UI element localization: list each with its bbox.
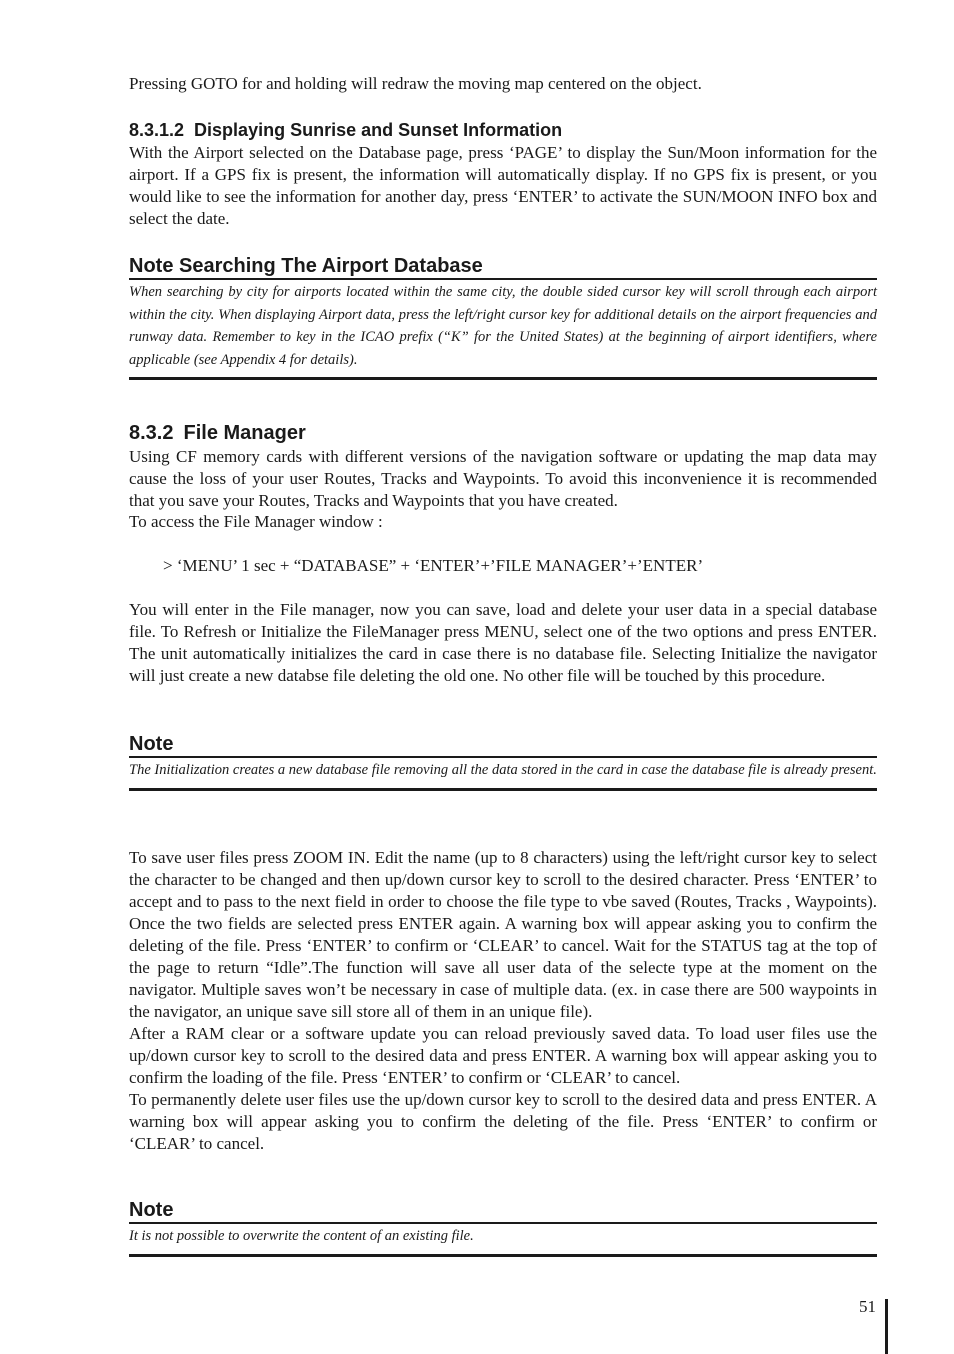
note-overwrite-text: It is not possible to overwrite the content of an existing file.: [129, 1224, 877, 1257]
file-manager-intro-paragraph: Using CF memory cards with different versions of the navigation software or updating the map data may cause the loss of your user Routes, Tracks and Waypoints. To avoid this inconvenience it is recommended that you save your Routes, Tracks and Waypoints that you have created.: [129, 447, 877, 510]
sunrise-heading-number: 8.3.1.2: [129, 120, 185, 140]
note-initialization: [129, 732, 877, 791]
save-paragraph: To save user files press ZOOM IN. Edit the name (up to 8 characters) using the left/right cursor key to select the character to be changed and then up/down cursor key to scroll to the desired character. Press ‘ENTER’ to accept and to pass to the next field in order to choose the file type to vbe saved (Routes, Tracks , Waypoints). Once the two fields are selected press ENTER again. A warning box will appear asking you to confirm the deleting of the file. Press ‘ENTER’ to confirm or ‘CLEAR’ to cancel. Wait for the STATUS tag at the top of the page to return “Idle”.The function will save all user data of the selecte type at the moment on the navigator. Multiple saves won’t be necessary in case of multiple data. (ex. in case there are 500 waypoints in the navigator, an unique save sill store all of them in an unique file).: [129, 848, 877, 1021]
note-overwrite-title: Note: [129, 1198, 877, 1224]
page-number: 51: [859, 1297, 876, 1316]
delete-paragraph: To permanently delete user files use the up/down cursor key to scroll to the desired data and press ENTER. A warning box will appear asking you to confirm the deleting of the file. Press ‘ENTER’ to confirm or ‘CLEAR’ to cancel.: [129, 1090, 877, 1153]
file-manager-access-line: To access the File Manager window :: [129, 512, 383, 531]
sunrise-heading-title: Displaying Sunrise and Sunset Information: [194, 120, 563, 140]
page-edge-bar: [885, 1299, 888, 1354]
file-manager-command: > ‘MENU’ 1 sec + “DATABASE” + ‘ENTER’+’FILE MANAGER’+’ENTER’: [163, 556, 704, 575]
sunrise-heading: [129, 119, 562, 141]
intro-paragraph: Pressing GOTO for and holding will redraw the moving map centered on the object.: [129, 74, 702, 93]
file-manager-heading-number: 8.3.2: [129, 422, 174, 444]
note-init-title: Note: [129, 732, 877, 758]
load-paragraph: After a RAM clear or a software update you can reload previously saved data. To load user files use the up/down cursor key to scroll to the desired data and press ENTER. A warning box will appear asking you to confirm the loading of the file. Press ‘ENTER’ to confirm or ‘CLEAR’ to cancel.: [129, 1024, 877, 1087]
file-manager-body-paragraph: You will enter in the File manager, now you can save, load and delete your user data in a special database file. To Refresh or Initialize the FileManager press MENU, select one of the two options and press ENTER. The unit automatically initializes the card in case there is no database file. Selecting Initialize the navigator will just create a new databse file deleting the old one. No other file will be touched by this procedure.: [129, 600, 877, 685]
note-airport-database: [129, 254, 877, 380]
file-manager-heading: [129, 420, 306, 446]
note-init-text: The Initialization creates a new database file removing all the data stored in the card in case the database file is already present.: [129, 758, 877, 791]
note-overwrite: [129, 1198, 877, 1257]
note-airport-title: Note Searching The Airport Database: [129, 254, 877, 280]
file-manager-heading-title: File Manager: [183, 422, 306, 444]
note-airport-text: When searching by city for airports located within the same city, the double sided cursor key will scroll through each airport within the city. When displaying Airport data, press the left/right cursor key for additional details on the airport frequencies and runway data. Remember to key in the ICAO prefix (“K” for the United States) at the beginning of airport identifiers, where applicable (see Appendix 4 for details).: [129, 280, 877, 380]
sunrise-paragraph: With the Airport selected on the Database page, press ‘PAGE’ to display the Sun/Moon information for the airport. If a GPS fix is present, the information will automatically display. If no GPS fix is present, or you would like to see the information for another day, press ‘ENTER’ to activate the SUN/MOON INFO box and select the date.: [129, 143, 877, 228]
save-load-delete-section: [129, 847, 877, 1155]
